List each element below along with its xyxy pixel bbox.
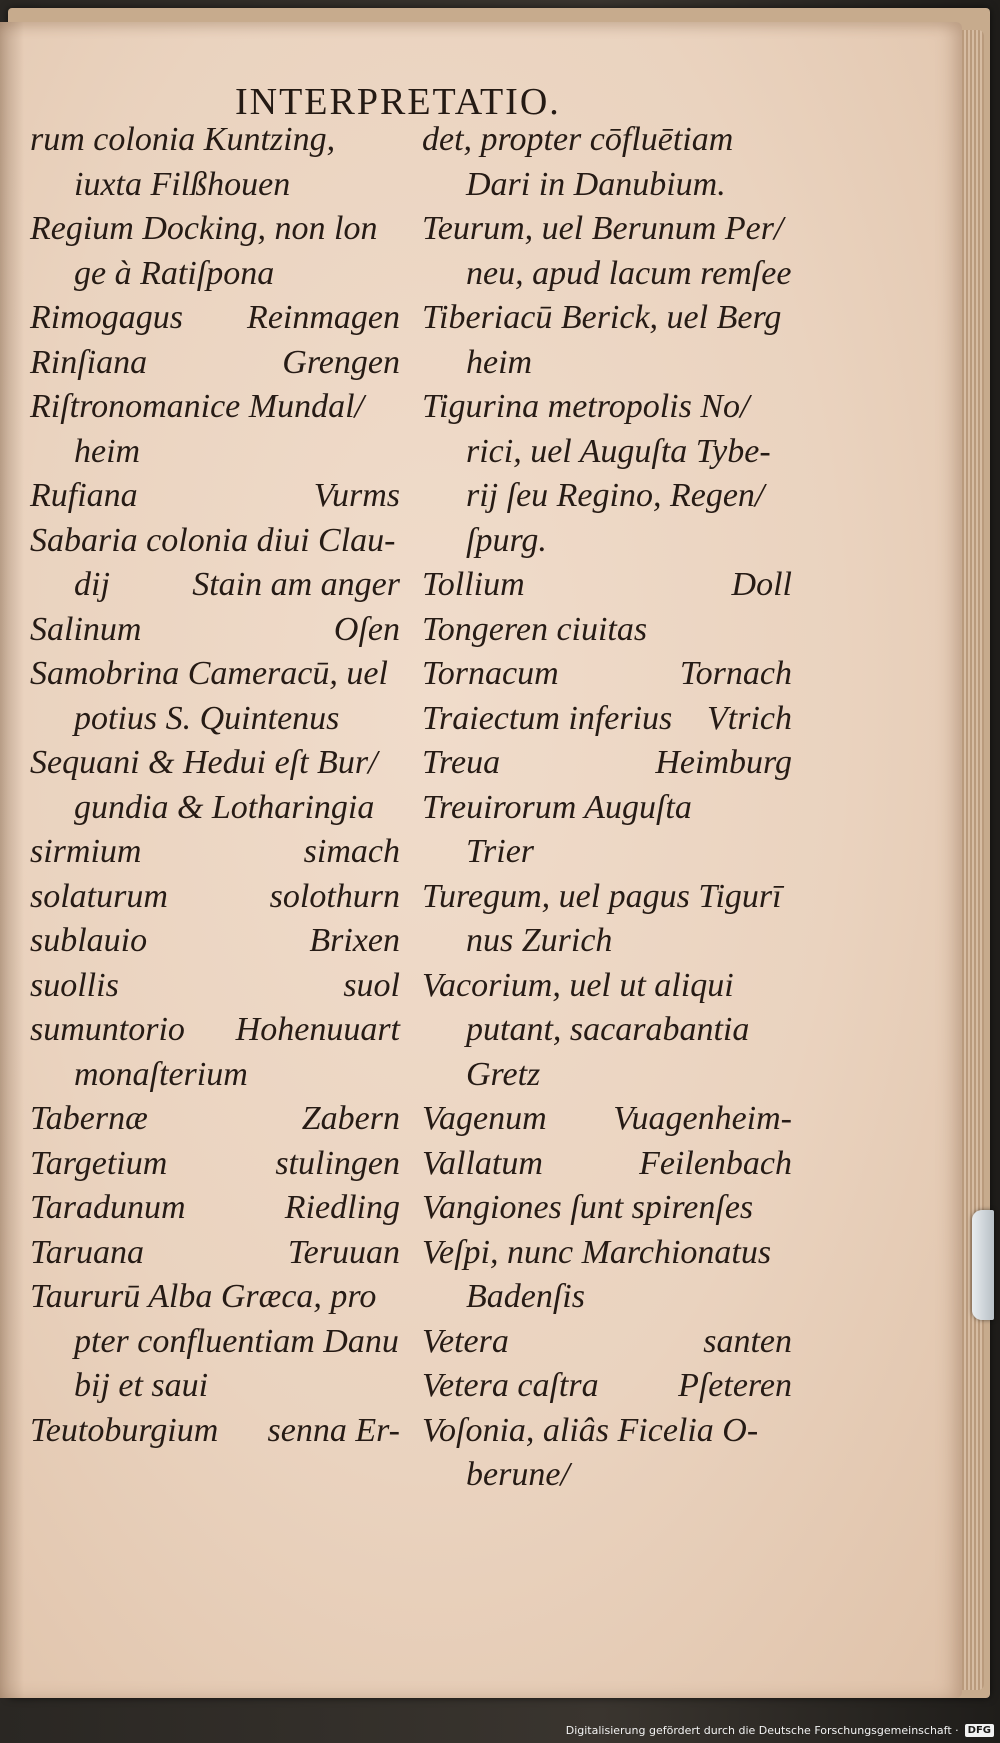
footer-credit: Digitalisierung gefördert durch die Deutsche Forschungsgemeinschaft ·: [565, 1724, 959, 1737]
glossary-entry: [30, 1275, 400, 1409]
entry-line: [422, 786, 792, 831]
glossary-entry: [422, 964, 792, 1098]
glossary-entry: [422, 875, 792, 964]
entry-line: [30, 207, 400, 252]
entry-line: [422, 1142, 792, 1187]
entry-latin-term: sublauio: [30, 922, 148, 959]
glossary-entry: [30, 1008, 400, 1097]
entry-line: [422, 875, 792, 920]
entry-line: [30, 430, 400, 475]
entry-latin-term: Salinum: [30, 610, 142, 648]
entry-latin-term: Tigurina metropolis No/: [422, 388, 750, 425]
entry-latin-term: Traiectum inferius: [422, 699, 673, 737]
entry-line: [422, 1409, 792, 1454]
glossary-entry: [422, 296, 792, 385]
entry-line: [30, 786, 400, 831]
glossary-entry: [422, 385, 792, 563]
glossary-entry: [422, 608, 792, 653]
glossary-entry: [422, 1364, 792, 1409]
entry-line: [422, 563, 792, 608]
entry-latin-term: Vagenum: [422, 1100, 547, 1137]
glossary-entry: [422, 1097, 792, 1142]
entry-vernacular-term: Hohenuuart: [235, 1011, 400, 1048]
entry-latin-term: nus Zurich: [466, 922, 613, 959]
entry-latin-term: Rimogagus: [30, 299, 183, 336]
entry-line: [422, 919, 792, 964]
entry-line: [422, 1231, 792, 1276]
entry-line: [422, 697, 792, 742]
entry-latin-term: sumuntorio: [30, 1011, 185, 1048]
entry-latin-term: rum colonia Kuntzing,: [30, 121, 336, 158]
entry-vernacular-term: Heimburg: [655, 744, 792, 781]
right-column: [422, 118, 792, 1498]
entry-latin-term: suollis: [30, 966, 119, 1004]
entry-line: [30, 118, 400, 163]
entry-vernacular-term: Zabern: [301, 1100, 400, 1137]
entry-latin-term: monaſterium: [74, 1055, 248, 1093]
entry-line: [30, 563, 400, 608]
entry-latin-term: solaturum: [30, 877, 168, 915]
glossary-entry: [422, 1320, 792, 1365]
glossary-entry: [30, 474, 400, 519]
entry-line: [422, 1320, 792, 1365]
entry-vernacular-term: Tornach: [679, 655, 792, 692]
glossary-entry: [30, 296, 400, 341]
glossary-entry: [422, 1142, 792, 1187]
entry-line: [30, 474, 400, 519]
glossary-entry: [30, 385, 400, 474]
entry-line: [30, 1186, 400, 1231]
entry-latin-term: Treuirorum Auguſta: [422, 788, 692, 826]
entry-latin-term: ge à Ratiſpona: [74, 254, 275, 292]
entry-latin-term: Vangiones ſunt spirenſes: [422, 1189, 754, 1226]
entry-latin-term: Vallatum: [422, 1144, 543, 1182]
glossary-entry: [422, 118, 792, 207]
entry-latin-term: pter confluentiam Danu: [74, 1322, 399, 1360]
entry-latin-term: Taururū Alba Græca, pro: [30, 1278, 377, 1315]
entry-latin-term: dij: [74, 566, 110, 603]
entry-line: [422, 118, 792, 163]
entry-line: [422, 385, 792, 430]
entry-latin-term: Rufiana: [30, 477, 138, 514]
glossary-entry: [422, 563, 792, 608]
entry-line: [30, 830, 400, 875]
entry-vernacular-term: Vuagenheim-: [613, 1100, 792, 1137]
entry-vernacular-term: Stain am anger: [192, 566, 400, 603]
entry-vernacular-term: Teruuan: [287, 1233, 400, 1271]
entry-latin-term: Vetera: [422, 1322, 509, 1360]
glossary-entry: [30, 1231, 400, 1276]
entry-latin-term: Taruana: [30, 1233, 145, 1271]
entry-vernacular-term: Brixen: [309, 922, 400, 959]
entry-line: [30, 1320, 400, 1365]
entry-latin-term: bij et saui: [74, 1367, 209, 1404]
entry-line: [30, 741, 400, 786]
entry-latin-term: Teurum, uel Berunum Per/: [422, 210, 784, 247]
entry-line: [422, 207, 792, 252]
entry-line: [422, 652, 792, 697]
entry-latin-term: heim: [74, 432, 141, 470]
glossary-entry: [30, 830, 400, 875]
entry-line: [30, 385, 400, 430]
glossary-entry: [422, 207, 792, 296]
entry-vernacular-term: Grengen: [282, 343, 400, 381]
entry-line: [30, 341, 400, 386]
entry-latin-term: Turegum, uel pagus Tigurī: [422, 877, 782, 915]
entry-line: [422, 341, 792, 386]
glossary-entry: [422, 1409, 792, 1498]
entry-latin-term: gundia & Lotharingia: [74, 788, 375, 826]
entry-latin-term: det, propter cōfluētiam: [422, 121, 734, 158]
entry-line: [30, 252, 400, 297]
entry-latin-term: Dari in Danubium.: [466, 165, 726, 203]
glossary-entry: [30, 652, 400, 741]
entry-line: [30, 163, 400, 208]
entry-latin-term: rici, uel Auguſta Tybe-: [466, 432, 771, 470]
entry-line: [30, 1409, 400, 1454]
glossary-entry: [422, 786, 792, 875]
running-head: INTERPRETATIO.: [235, 81, 561, 123]
entry-latin-term: Tongeren ciuitas: [422, 610, 648, 648]
entry-line: [422, 296, 792, 341]
glossary-entry: [30, 608, 400, 653]
entry-line: [422, 964, 792, 1009]
entry-latin-term: Sabaria colonia diui Clau-: [30, 521, 396, 559]
entry-line: [422, 430, 792, 475]
entry-latin-term: Taradunum: [30, 1189, 186, 1226]
page-clip-icon: [972, 1210, 994, 1320]
entry-latin-term: berune/: [466, 1456, 570, 1493]
entry-line: [422, 163, 792, 208]
entry-latin-term: Riſtronomanice Mundal/: [30, 388, 364, 425]
entry-line: [30, 1275, 400, 1320]
glossary-entry: [30, 1097, 400, 1142]
entry-line: [422, 1364, 792, 1409]
entry-line: [30, 1097, 400, 1142]
entry-vernacular-term: Vtrich: [707, 699, 792, 737]
entry-line: [422, 1453, 792, 1498]
glossary-entry: [30, 341, 400, 386]
entry-vernacular-term: solothurn: [269, 877, 400, 915]
glossary-entry: [30, 1186, 400, 1231]
entry-latin-term: neu, apud lacum remſee: [466, 254, 792, 292]
dfg-logo-icon: DFG: [965, 1724, 994, 1737]
entry-line: [422, 830, 792, 875]
glossary-entry: [30, 875, 400, 920]
glossary-entry: [30, 207, 400, 296]
page-edges: [962, 30, 984, 1690]
entry-vernacular-term: Reinmagen: [247, 299, 400, 336]
entry-line: [30, 919, 400, 964]
entry-latin-term: Targetium: [30, 1144, 168, 1182]
entry-latin-term: Tornacum: [422, 655, 559, 692]
entry-latin-term: potius S. Quintenus: [74, 699, 340, 737]
entry-latin-term: Sequani & Hedui eſt Bur/: [30, 744, 378, 781]
entry-vernacular-term: Feilenbach: [639, 1144, 792, 1182]
entry-vernacular-term: Vurms: [313, 477, 400, 514]
glossary-entry: [422, 1186, 792, 1231]
entry-line: [30, 697, 400, 742]
entry-line: [30, 1008, 400, 1053]
entry-latin-term: Regium Docking, non lon: [30, 210, 378, 247]
entry-line: [422, 741, 792, 786]
entry-latin-term: putant, sacarabantia: [466, 1011, 750, 1048]
glossary-entry: [30, 118, 400, 207]
entry-line: [30, 1364, 400, 1409]
entry-latin-term: Teutoburgium: [30, 1411, 219, 1449]
glossary-entry: [422, 652, 792, 697]
entry-vernacular-term: Oſen: [333, 610, 400, 648]
glossary-entry: [422, 741, 792, 786]
entry-vernacular-term: simach: [303, 833, 400, 870]
entry-line: [30, 652, 400, 697]
glossary-entry: [30, 519, 400, 608]
glossary-entry: [422, 697, 792, 742]
entry-vernacular-term: Pſeteren: [678, 1367, 792, 1404]
glossary-entry: [422, 1231, 792, 1320]
entry-vernacular-term: Riedling: [284, 1189, 400, 1226]
entry-line: [422, 474, 792, 519]
entry-vernacular-term: Doll: [731, 566, 792, 603]
entry-latin-term: Badenſis: [466, 1278, 585, 1315]
entry-latin-term: iuxta Filßhouen: [74, 165, 291, 203]
entry-latin-term: Tiberiacū Berick, uel Berg: [422, 299, 782, 336]
entry-line: [30, 608, 400, 653]
entry-vernacular-term: suol: [343, 966, 400, 1004]
entry-latin-term: Tollium: [422, 566, 525, 603]
entry-latin-term: ſpurg.: [466, 521, 547, 559]
entry-latin-term: Voſonia, aliâs Ficelia O-: [422, 1411, 759, 1449]
entry-line: [422, 1053, 792, 1098]
entry-line: [422, 1275, 792, 1320]
spine-shadow: [0, 22, 24, 1698]
glossary-entry: [30, 741, 400, 830]
left-column: [30, 118, 400, 1453]
entry-latin-term: heim: [466, 343, 533, 381]
entry-latin-term: Samobrina Cameracū, uel: [30, 655, 388, 692]
entry-latin-term: Tabernæ: [30, 1100, 148, 1137]
entry-line: [30, 1142, 400, 1187]
entry-line: [422, 1097, 792, 1142]
glossary-entry: [30, 919, 400, 964]
entry-vernacular-term: santen: [703, 1322, 792, 1360]
entry-line: [422, 252, 792, 297]
entry-latin-term: Vacorium, uel ut aliqui: [422, 966, 734, 1004]
glossary-entry: [30, 1142, 400, 1187]
entry-line: [422, 1186, 792, 1231]
entry-latin-term: Trier: [466, 833, 535, 870]
entry-line: [422, 1008, 792, 1053]
entry-latin-term: rij ſeu Regino, Regen/: [466, 477, 765, 514]
glossary-entry: [30, 1409, 400, 1454]
entry-line: [30, 519, 400, 564]
entry-latin-term: Treua: [422, 744, 501, 781]
glossary-entry: [30, 964, 400, 1009]
entry-latin-term: Gretz: [466, 1055, 541, 1093]
entry-line: [30, 875, 400, 920]
entry-vernacular-term: stulingen: [275, 1144, 400, 1182]
entry-line: [30, 1053, 400, 1098]
footer: [566, 1724, 994, 1737]
entry-latin-term: Rinſiana: [30, 343, 148, 381]
entry-latin-term: Vetera caſtra: [422, 1367, 599, 1404]
entry-line: [422, 608, 792, 653]
entry-line: [422, 519, 792, 564]
entry-vernacular-term: senna Er-: [267, 1411, 400, 1449]
entry-line: [30, 296, 400, 341]
entry-latin-term: sirmium: [30, 833, 142, 870]
entry-line: [30, 964, 400, 1009]
entry-line: [30, 1231, 400, 1276]
entry-latin-term: Veſpi, nunc Marchionatus: [422, 1233, 772, 1271]
